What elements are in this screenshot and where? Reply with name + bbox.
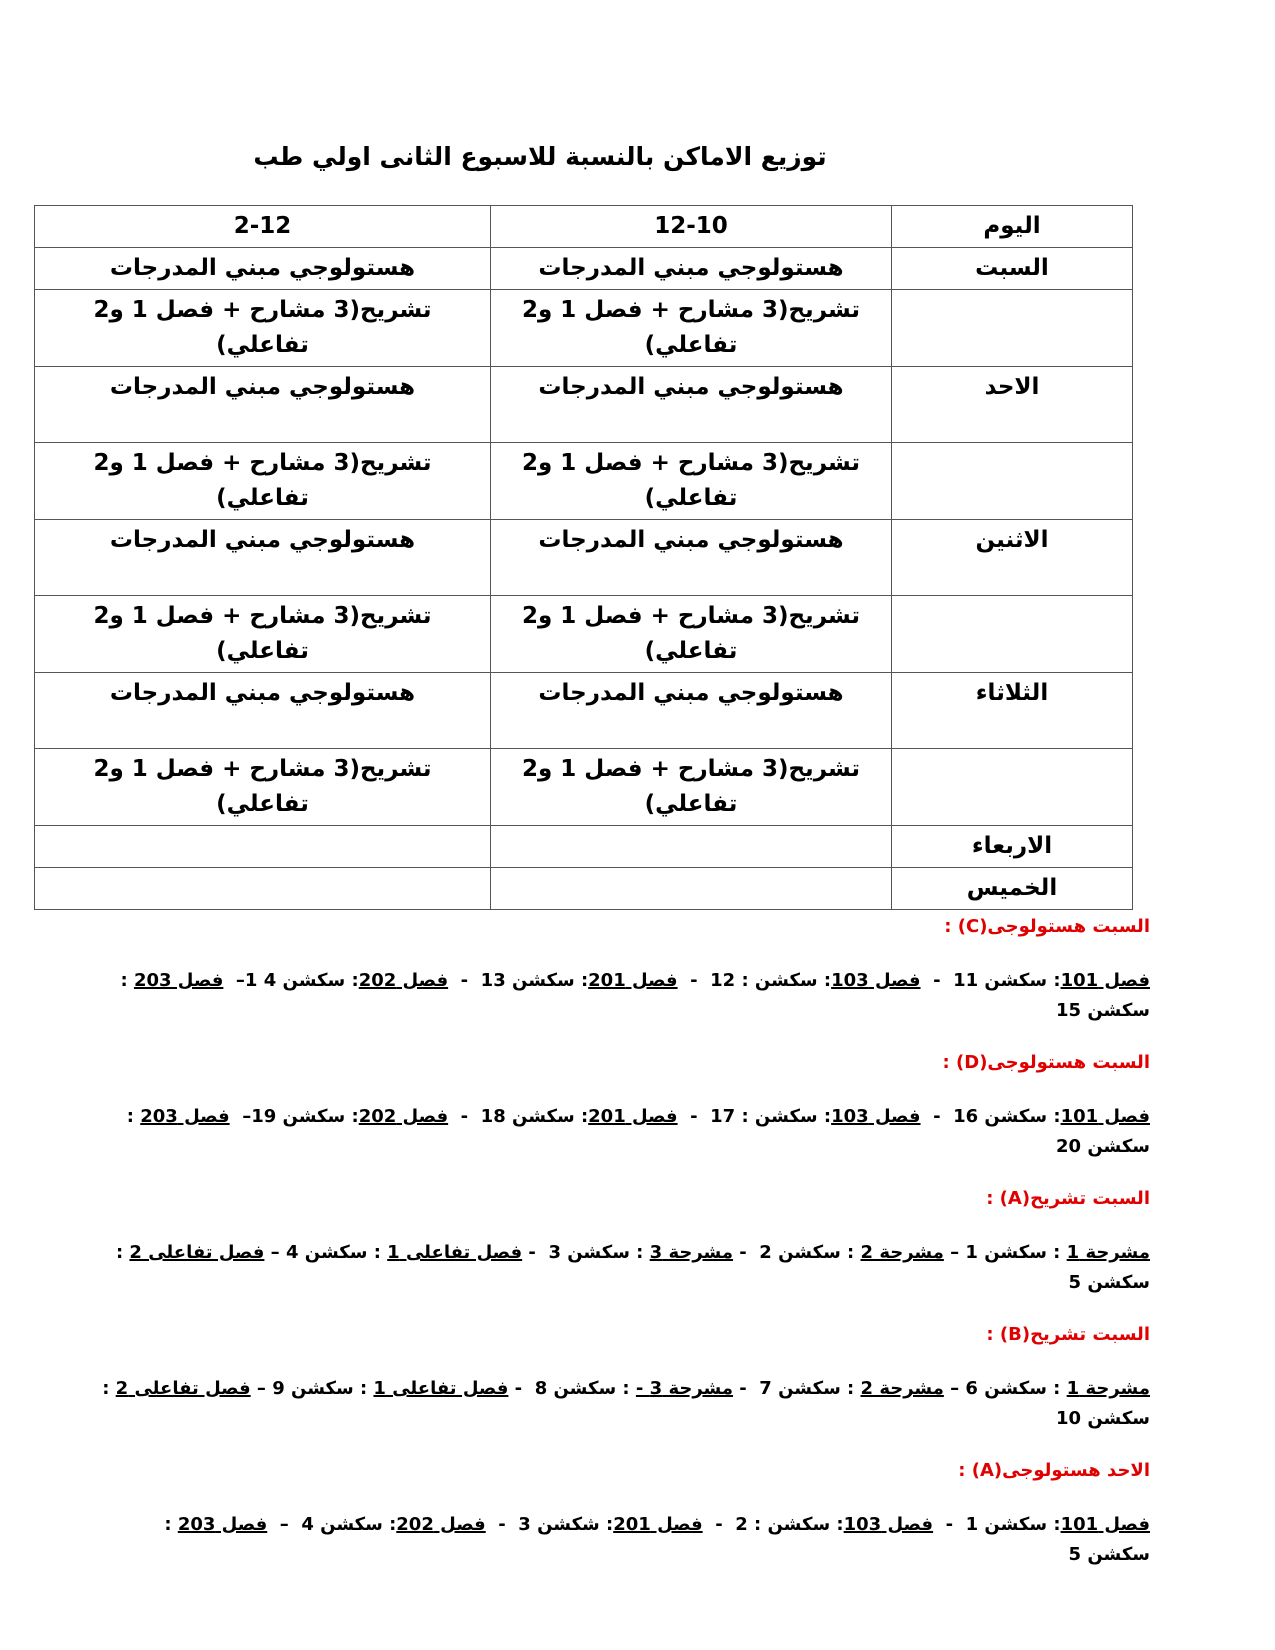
- page-title: توزيع الاماكن بالنسبة للاسبوع الثانى اولي طب: [253, 142, 827, 171]
- col2-cell: هستولوجي مبني المدرجات: [35, 367, 491, 443]
- section-text: : سكشن 11 -: [920, 970, 1061, 991]
- section-text: : سكشن 4 –: [264, 1242, 388, 1263]
- section-text: : سكشن 13 -: [448, 970, 589, 991]
- note-heading: الاحد هستولوجى(A) :: [958, 1460, 1150, 1481]
- day-cell: الاحد: [892, 367, 1133, 443]
- col1-cell: هستولوجي مبني المدرجات: [491, 248, 892, 290]
- room-label: مشرحة 1: [1066, 1242, 1150, 1263]
- section-text: : سكشن 1 –: [943, 1242, 1067, 1263]
- room-label: فصل تفاعلى 2: [115, 1378, 251, 1399]
- table-row: [35, 367, 1133, 443]
- room-label: فصل تفاعلى 1: [387, 1242, 523, 1263]
- room-label: فصل 202: [358, 970, 449, 991]
- col2-cell: هستولوجي مبني المدرجات: [35, 248, 491, 290]
- day-cell: [892, 749, 1133, 826]
- section-text: : سكشن 3 -: [522, 1242, 650, 1263]
- day-cell: السبت: [892, 248, 1133, 290]
- room-label: فصل 202: [358, 1106, 449, 1127]
- col2-cell: [35, 826, 491, 868]
- header-day: اليوم: [892, 206, 1133, 248]
- section-text: : سكشن 6 –: [943, 1378, 1067, 1399]
- room-label: فصل 103: [843, 1514, 934, 1535]
- room-label: فصل 103: [831, 1106, 921, 1127]
- section-text: : سكشن 4 –: [267, 1514, 397, 1535]
- table-row: [35, 749, 1133, 826]
- col1-cell: [491, 868, 892, 910]
- day-cell: الاثنين: [892, 520, 1133, 596]
- room-label: مشرحة 3: [649, 1242, 734, 1263]
- section-text: : سكشن 8 -: [508, 1378, 636, 1399]
- section-text: : سكشن 9 –: [250, 1378, 374, 1399]
- col1-cell: تشريح(3 مشارح + فصل 1 و2 تفاعلي): [491, 749, 892, 826]
- room-label: فصل 201: [588, 1106, 678, 1127]
- room-label: فصل 203: [177, 1514, 268, 1535]
- day-cell: [892, 443, 1133, 520]
- section-text: : سكشن 16 -: [920, 1106, 1061, 1127]
- col2-cell: هستولوجي مبني المدرجات: [35, 520, 491, 596]
- room-label: فصل 101: [1060, 1514, 1150, 1535]
- section-text: : شكشن 3 -: [485, 1514, 614, 1535]
- col2-cell: هستولوجي مبني المدرجات: [35, 673, 491, 749]
- col2-cell: تشريح(3 مشارح + فصل 1 و2 تفاعلي): [35, 596, 491, 673]
- section-text: : سكشن 4 1–: [223, 970, 359, 991]
- room-label: فصل 201: [588, 970, 678, 991]
- room-label: فصل تفاعلى 1: [373, 1378, 509, 1399]
- section-text: : سكشن 10: [95, 1378, 1150, 1429]
- col2-cell: [35, 868, 491, 910]
- section-assignments: [95, 912, 1150, 1592]
- table-row: [35, 290, 1133, 367]
- col1-cell: هستولوجي مبني المدرجات: [491, 520, 892, 596]
- col2-cell: تشريح(3 مشارح + فصل 1 و2 تفاعلي): [35, 290, 491, 367]
- note-heading: السبت هستولوجى(C) :: [944, 916, 1150, 937]
- section-text: : سكشن 5: [109, 1242, 1150, 1293]
- section-text: : سكشن 18 -: [448, 1106, 589, 1127]
- room-label: مشرحة 1: [1066, 1378, 1150, 1399]
- col1-cell: تشريح(3 مشارح + فصل 1 و2 تفاعلي): [491, 443, 892, 520]
- note-heading: السبت هستولوجى(D) :: [942, 1052, 1150, 1073]
- note-line: [95, 1352, 1150, 1456]
- room-label: مشرحة 3 -: [635, 1378, 734, 1399]
- note-line: [100, 944, 1150, 1048]
- room-label: مشرحة 2: [860, 1378, 944, 1399]
- note-heading: السبت تشريح(A) :: [986, 1188, 1150, 1209]
- room-label: فصل 203: [140, 1106, 230, 1127]
- day-cell: [892, 596, 1133, 673]
- table-row: [35, 673, 1133, 749]
- note-heading: السبت تشريح(B) :: [986, 1324, 1150, 1345]
- col1-cell: تشريح(3 مشارح + فصل 1 و2 تفاعلي): [491, 290, 892, 367]
- section-text: : سكشن 1 -: [933, 1514, 1061, 1535]
- day-cell: الخميس: [892, 868, 1133, 910]
- header-col2: 2-12: [35, 206, 491, 248]
- room-label: فصل 202: [396, 1514, 486, 1535]
- table-row: [35, 520, 1133, 596]
- schedule-table: [34, 205, 1133, 910]
- room-label: فصل تفاعلى 2: [129, 1242, 265, 1263]
- col1-cell: هستولوجي مبني المدرجات: [491, 367, 892, 443]
- section-text: : سكشن 15: [114, 970, 1150, 1021]
- day-cell: [892, 290, 1133, 367]
- table-row: [35, 443, 1133, 520]
- section-text: : سكشن : 12 -: [677, 970, 832, 991]
- section-text: : سكشن 7 -: [733, 1378, 861, 1399]
- col1-cell: هستولوجي مبني المدرجات: [491, 673, 892, 749]
- room-label: فصل 101: [1060, 1106, 1150, 1127]
- room-label: فصل 203: [133, 970, 224, 991]
- room-label: فصل 101: [1060, 970, 1150, 991]
- col2-cell: تشريح(3 مشارح + فصل 1 و2 تفاعلي): [35, 749, 491, 826]
- header-col1: 12-10: [491, 206, 892, 248]
- note-line: [100, 1080, 1150, 1184]
- section-text: : سكشن 2 -: [733, 1242, 861, 1263]
- table-row: [35, 826, 1133, 868]
- room-label: مشرحة 2: [860, 1242, 944, 1263]
- note-line: [100, 1488, 1150, 1592]
- table-row: [35, 868, 1133, 910]
- note-line: [100, 1216, 1150, 1320]
- day-cell: الثلاثاء: [892, 673, 1133, 749]
- col1-cell: تشريح(3 مشارح + فصل 1 و2 تفاعلي): [491, 596, 892, 673]
- day-cell: الاربعاء: [892, 826, 1133, 868]
- table-header-row: [35, 206, 1133, 248]
- col1-cell: [491, 826, 892, 868]
- table-row: [35, 248, 1133, 290]
- room-label: فصل 103: [831, 970, 921, 991]
- section-text: : سكشن : 2 -: [702, 1514, 844, 1535]
- room-label: فصل 201: [613, 1514, 703, 1535]
- section-text: : سكشن 19–: [229, 1106, 359, 1127]
- section-text: : سكشن 20: [120, 1106, 1150, 1157]
- table-row: [35, 596, 1133, 673]
- section-text: : سكشن 5: [158, 1514, 1150, 1565]
- document-body: [0, 205, 1275, 1592]
- section-text: : سكشن : 17 -: [677, 1106, 832, 1127]
- col2-cell: تشريح(3 مشارح + فصل 1 و2 تفاعلي): [35, 443, 491, 520]
